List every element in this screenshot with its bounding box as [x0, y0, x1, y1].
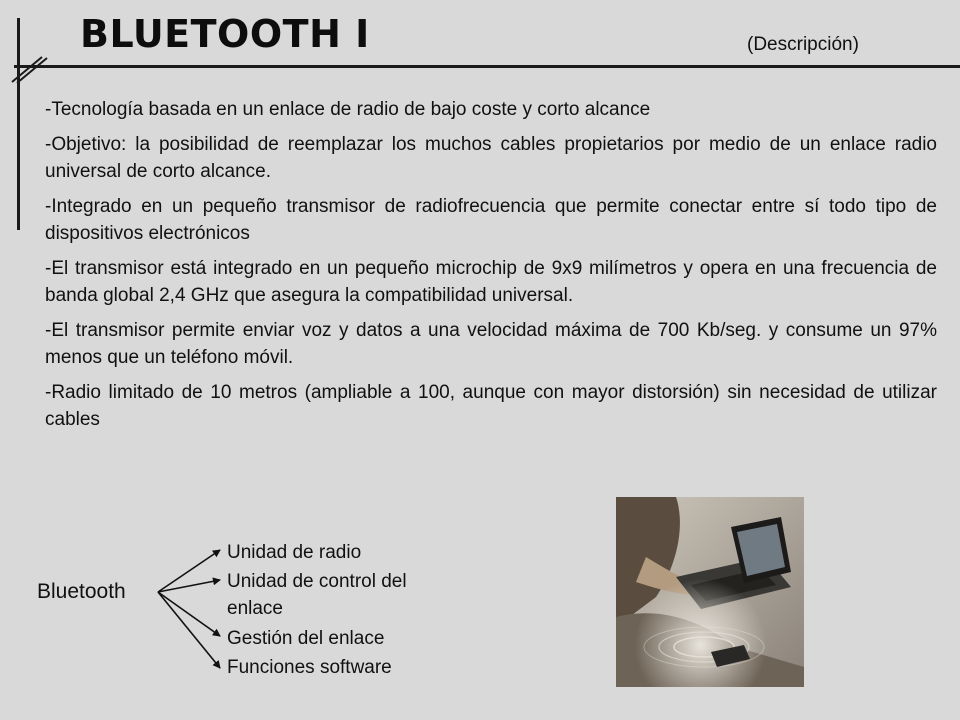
page-subtitle: (Descripción)	[747, 34, 859, 55]
paragraph-technology: -Tecnología basada en un enlace de radio de bajo coste y corto alcance	[45, 99, 651, 120]
paragraph-integrated: -Integrado en un pequeño transmisor de radiofrecuencia que permite conectar entre sí todo tipo de dispositivos electrónicos	[45, 196, 937, 244]
diagram-root-label: Bluetooth	[37, 580, 126, 603]
laptop-user-photo	[616, 497, 804, 687]
branch-software-functions: Funciones software	[227, 657, 392, 678]
slash-marks-decoration	[8, 55, 48, 85]
content-body	[45, 96, 937, 441]
arrow-management	[158, 592, 220, 636]
arrow-control	[158, 580, 220, 592]
branch-link-control-unit: Unidad de control del enlace	[227, 571, 407, 619]
paragraph-range: -Radio limitado de 10 metros (ampliable a 100, aunque con mayor distorsión) sin necesidad de utilizar cables	[45, 382, 937, 430]
page-title: BLUETOOTH I	[80, 12, 370, 56]
vertical-rule	[17, 18, 20, 230]
horizontal-rule	[14, 65, 960, 68]
branch-link-management: Gestión del enlace	[227, 628, 385, 649]
branch-radio-unit: Unidad de radio	[227, 542, 362, 563]
paragraph-microchip: -El transmisor está integrado en un pequeño microchip de 9x9 milímetros y opera en una frecuencia de banda global 2,4 GHz que asegura la compatibilidad universal.	[45, 258, 937, 306]
paragraph-speed: -El transmisor permite enviar voz y datos a una velocidad máxima de 700 Kb/seg. y consume un 97% menos que un teléfono móvil.	[45, 320, 937, 368]
paragraph-objective: -Objetivo: la posibilidad de reemplazar los muchos cables propietarios por medio de un enlace radio universal de corto alcance.	[45, 134, 937, 182]
arrow-software	[158, 592, 220, 668]
arrow-radio	[158, 550, 220, 592]
